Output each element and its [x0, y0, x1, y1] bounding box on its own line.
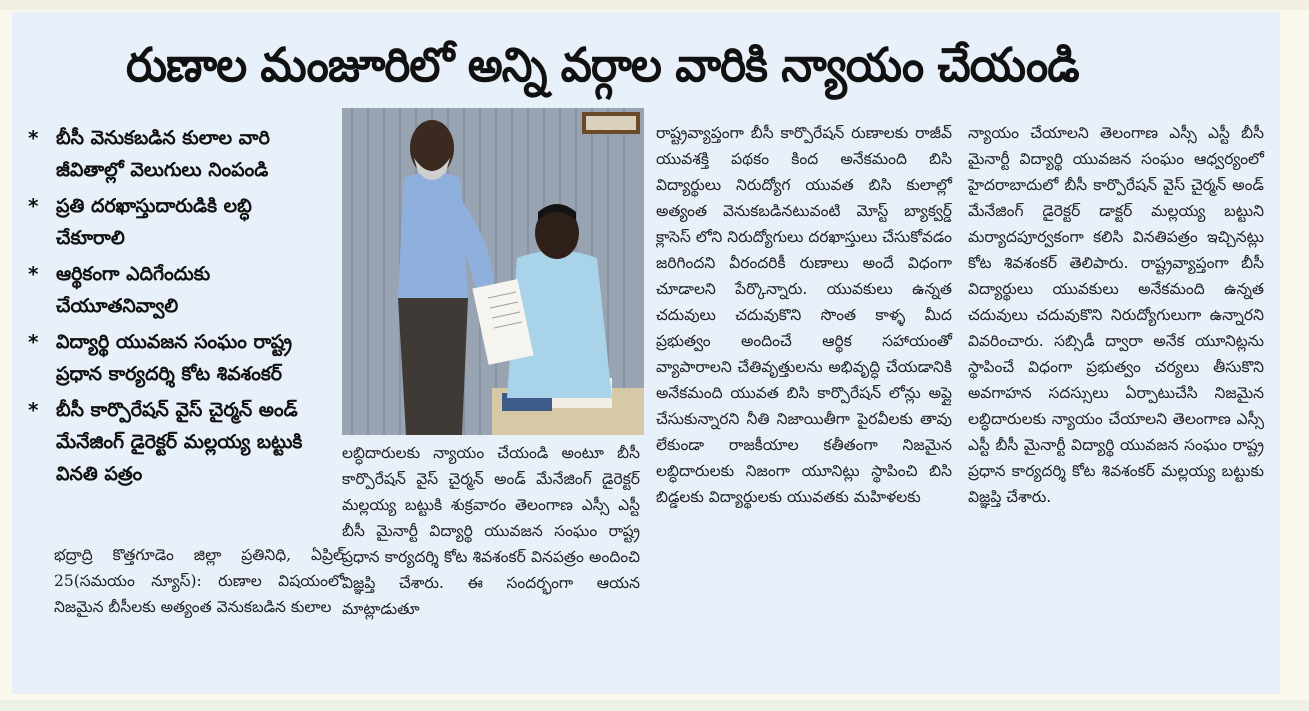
news-article	[12, 12, 1280, 694]
highlight-item	[26, 394, 326, 490]
news-photo	[342, 108, 644, 435]
column-2	[342, 440, 640, 622]
highlight-text: ఆర్థికంగా ఎదిగేందుకు చేయూతనివ్వాలి	[56, 263, 211, 317]
asterisk-bullet-icon: *	[28, 126, 39, 150]
photo-illustration	[342, 108, 644, 435]
column-3-text: రాష్ట్రవ్యాప్తంగా బీసీ కార్పొరేషన్ రుణాలకు రాజీవ్ యువశక్తి పథకం కింద అనేకమంది బిసి విద్యార్థులు నిరుద్యోగ యువత బిసి కులాల్లో అత్యంత వెనుకబడినటువంటి మోస్ట్ బ్యాక్వర్డ్ క్లాసెస్ లోని నిరుద్యోగులు దరఖాస్తులు చేసుకోవడం జరిగిందని వీరందరికీ రుణాలు అందే విధంగా చూడాలని పేర్కొన్నారు. యువకులు ఉన్నత చదువులు చదువుకొని సొంత కాళ్ళ మీద ప్రభుత్వం అందించే ఆర్థిక సహాయంతో వ్యాపారాలని చేతివృత్తులను అభివృద్ధి చేయడానికి అనేకమంది యువత బిసి కార్పొరేషన్ లోన్లు అప్లై చేసుకున్నారని నీతి నిజాయితీగా పైరవీలకు తావు లేకుండా రాజకీయాల కతీతంగా నిజమైన లబ్ధిదారులకు నిజంగా యూనిట్లు స్థాపించి బిసి బిడ్డలకు విద్యార్థులకు యువతకు మహిళలకు	[656, 124, 952, 506]
intro-text: భద్రాద్రి కొత్తగూడెం జిల్లా ప్రతినిధి, ఏప్రిల్ 25(సమయం న్యూస్): రుణాల విషయంలో నిజమైన బీసీలకు అత్యంత వెనుకబడిన కులాల	[54, 546, 344, 616]
column-4-text: న్యాయం చేయాలని తెలంగాణ ఎస్సీ ఎస్టీ బీసీ మైనార్టీ విద్యార్థి యువజన సంఘం ఆధ్వర్యంలో హైదరాబాదులో బీసీ కార్పొరేషన్ వైస్ చైర్మన్ అండ్ మేనేజింగ్ డైరెక్టర్ డాక్టర్ మల్లయ్య బట్టుని మర్యాదపూర్వకంగా కలిసి వినతిపత్రం ఇచ్చినట్లు కోట శివశంకర్ తెలిపారు. రాష్ట్రవ్యాప్తంగా బీసీ విద్యార్థులు యువకులు అనేకమంది ఉన్నత చదువులు చదువుకొని నిరుద్యోగులుగా ఉన్నారని వివరించారు. సబ్సిడీ ద్వారా అనేక యూనిట్లను స్థాపించే విధంగా ప్రభుత్వం చర్యలు తీసుకొని అవగాహన సదస్సులు ఏర్పాటుచేసి నిజమైన లబ్ధిదారులకు న్యాయం చేయాలని తెలంగాణ ఎస్సీ ఎస్టీ బీసీ మైనార్టీ విద్యార్థి యువజన సంఘం రాష్ట్ర ప్రధాన కార్యదర్శి కోట శివశంకర్ మల్లయ్య బట్టుకు విజ్ఞప్తి చేశారు.	[968, 124, 1264, 506]
asterisk-bullet-icon: *	[28, 262, 39, 286]
column-3	[656, 120, 952, 510]
highlight-item	[26, 258, 326, 322]
highlight-item	[26, 122, 326, 186]
bottom-strip	[0, 700, 1309, 711]
asterisk-bullet-icon: *	[28, 398, 39, 422]
column-4	[968, 120, 1264, 510]
highlight-text: బీసీ కార్పొరేషన్ వైస్ చైర్మన్ అండ్ మేనేజింగ్ డైరెక్టర్ మల్లయ్య బట్టుకి వినతి పత్రం	[56, 399, 303, 485]
highlight-text: బీసీ వెనుకబడిన కులాల వారి జీవితాల్లో వెలుగులు నింపండి	[56, 127, 270, 181]
highlights-list	[26, 122, 326, 494]
column-2-text: లబ్ధిదారులకు న్యాయం చేయండి అంటూ బీసీ కార్పొరేషన్ వైస్ చైర్మన్ అండ్ మేనేజింగ్ డైరెక్టర్ మల్లయ్య బట్టుకి శుక్రవారం తెలంగాణ ఎస్సీ ఎస్టీ బీసీ మైనార్టీ విద్యార్థి యువజన సంఘం రాష్ట్ర ప్రధాన కార్యదర్శి కోట శివశంకర్ వినపత్రం అందించి విజ్ఞప్తి చేశారు. ఈ సందర్భంగా ఆయన మాట్లాడుతూ	[342, 444, 640, 618]
highlight-item	[26, 326, 326, 390]
intro-paragraph	[54, 542, 344, 620]
asterisk-bullet-icon: *	[28, 330, 39, 354]
article-headline: రుణాల మంజూరిలో అన్ని వర్గాల వారికి న్యాయం చేయండి	[125, 38, 1079, 93]
highlight-text: విద్యార్థి యువజన సంఘం రాష్ట్ర ప్రధాన కార్యదర్శి కోట శివశంకర్	[56, 331, 292, 385]
highlight-text: ప్రతి దరఖాస్తుదారుడికి లబ్ధి చేకూరాలి	[56, 195, 252, 249]
highlight-item	[26, 190, 326, 254]
top-strip	[0, 0, 1309, 10]
asterisk-bullet-icon: *	[28, 194, 39, 218]
